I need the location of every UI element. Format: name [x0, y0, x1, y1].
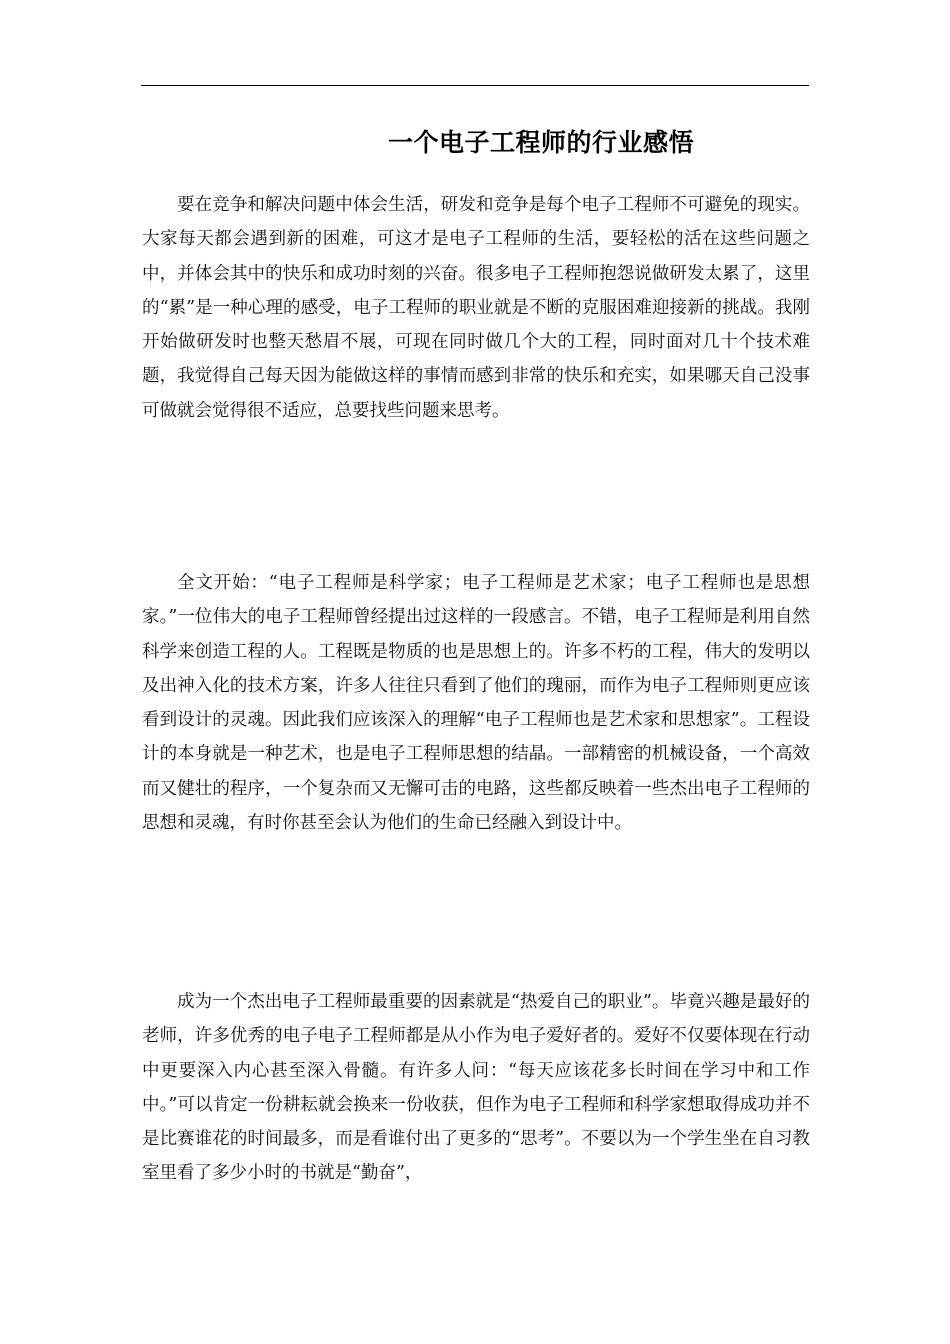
- body-paragraph-2: 全文开始：“电子工程师是科学家；电子工程师是艺术家；电子工程师也是思想家。”一位伟大的电子工程师曾经提出过这样的一段感言。不错，电子工程师是利用自然科学来创造工程的人。工程既是物质的也是思想上的。许多不朽的工程，伟大的发明以及出神入化的技术方案，许多人往往只看到了他们的瑰丽，而作为电子工程师则更应该看到设计的灵魂。因此我们应该深入的理解“电子工程师也是艺术家和思想家”。工程设计的本身就是一种艺术，也是电子工程师思想的结晶。一部精密的机械设备，一个高效而又健壮的程序，一个复杂而又无懈可击的电路，这些都反映着一些杰出电子工程师的思想和灵魂，有时你甚至会认为他们的生命已经融入到设计中。: [142, 573, 810, 834]
- body-paragraph-3: 成为一个杰出电子工程师最重要的因素就是“热爱自己的职业”。毕竟兴趣是最好的老师，许多优秀的电子电子工程师都是从小作为电子爱好者的。爱好不仅要体现在行动中更要深入内心甚至深入骨髓。有许多人问：“每天应该花多长时间在学习中和工作中。”可以肯定一份耕耘就会换来一份收获，但作为电子工程师和科学家想取得成功并不是比赛谁花的时间最多，而是看谁付出了更多的“思考”。不要以为一个学生坐在自习教室里看了多少小时的书就是“勤奋”，: [142, 992, 810, 1184]
- body-paragraph-1: 要在竞争和解决问题中体会生活，研发和竞争是每个电子工程师不可避免的现实。大家每天都会遇到新的困难，可这才是电子工程师的生活，要轻松的活在这些问题之中，并体会其中的快乐和成功时刻的兴奋。很多电子工程师抱怨说做研发太累了，这里的“累”是一种心理的感受，电子工程师的职业就是不断的克服困难迎接新的挑战。我刚开始做研发时也整天愁眉不展，可现在同时做几个大的工程，同时面对几十个技术难题，我觉得自己每天因为能做这样的事情而感到非常的快乐和充实，如果哪天自己没事可做就会觉得很不适应，总要找些问题来思考。: [142, 195, 810, 421]
- header-rule: [141, 85, 809, 86]
- document-title: 一个电子工程师的行业感悟: [387, 127, 694, 157]
